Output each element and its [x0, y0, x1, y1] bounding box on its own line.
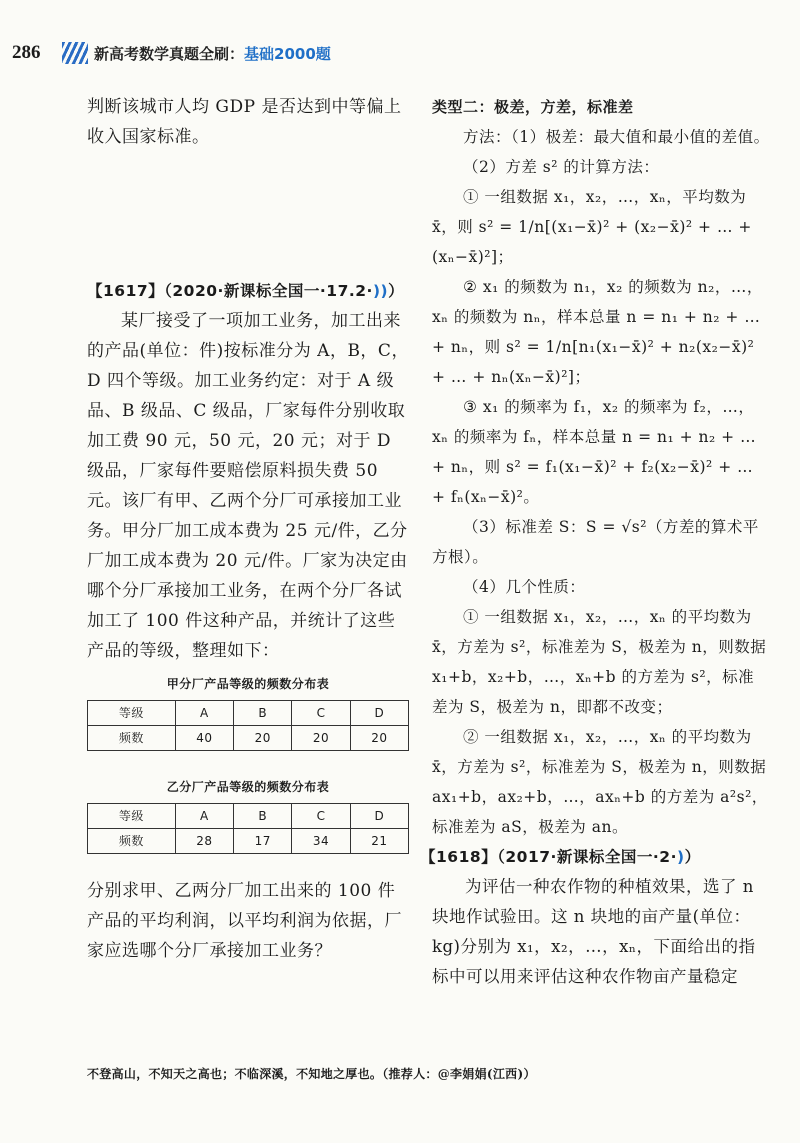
page-header: [12, 38, 331, 68]
table-row: 等级 A B C D: [88, 701, 409, 726]
footer-quote: 不登高山，不知天之高也；不临深溪，不知地之厚也。（推荐人：@李娟娟(江西)）: [87, 1067, 536, 1081]
freq-table-jia: [87, 700, 409, 751]
property-1: ① 一组数据 x₁，x₂，…，xₙ 的平均数为 x̄，方差为 s²，标准差为 S，极差为 n，则数据 x₁+b，x₂+b，…，xₙ+b 的方差为 s²，标准差为 S，极差为 n，即都不改变；: [432, 608, 767, 716]
book-stripe-logo: [62, 42, 88, 64]
problem-1618-body: 为评估一种农作物的种植效果，选了 n 块地作试验田。这 n 块地的亩产量(单位：kg)分别为 x₁，x₂，…，xₙ，下面给出的指标中可以用来评估这种农作物亩产量稳定: [432, 877, 756, 986]
difficulty-moons-icon: )): [372, 282, 389, 300]
problem-1617-question: 分别求甲、乙两分厂加工出来的 100 件产品的平均利润，以平均利润为依据，厂家应选哪个分厂承接加工业务？: [87, 881, 402, 961]
method-std-dev: （3）标准差 S：S = √s²（方差的算术平方根）。: [432, 518, 759, 566]
variance-formula-1: ① 一组数据 x₁，x₂，…，xₙ，平均数为 x̄，则 s² = 1/n[(x₁−x̄)² + (x₂−x̄)² + … + (xₙ−x̄)²]；: [432, 188, 752, 266]
intro-text: 判断该城市人均 GDP 是否达到中等偏上收入国家标准。: [87, 97, 402, 147]
section-title: 类型二：极差，方差，标准差: [432, 98, 634, 116]
difficulty-moon-icon: ): [676, 848, 685, 866]
right-column: [420, 92, 770, 992]
table-row: 频数 40 20 20 20: [88, 726, 409, 751]
variance-formula-2: ② x₁ 的频数为 n₁，x₂ 的频数为 n₂，…，xₙ 的频数为 nₙ，样本总量 n = n₁ + n₂ + … + nₙ，则 s² = 1/n[n₁(x₁−x̄)² + n₂(x₂−x̄)² + … + nₙ(xₙ−x̄)²]；: [432, 278, 763, 386]
property-2: ② 一组数据 x₁，x₂，…，xₙ 的平均数为 x̄，方差为 s²，标准差为 S，极差为 n，则数据 ax₁+b，ax₂+b，…，axₙ+b 的方差为 a²s²，标准差为 aS，极差为 an。: [432, 728, 768, 836]
page-number: 286: [12, 42, 41, 63]
problem-1617-body: 某厂接受了一项加工业务，加工出来的产品(单位：件)按标准分为 A，B，C，D 四个等级。加工业务约定：对于 A 级品、B 级品、C 级品，厂家每件分别收取加工费 90 元，50 元，20 元；对于 D 级品，厂家每件要赔偿原料损失费 50 元。该厂有甲、乙两个分厂可承接加工业务。甲分厂加工成本费为 25 元/件，乙分厂加工成本费为 20 元/件。厂家为决定由哪个分厂承接加工业务，在两个分厂各试加工了 100 件这种产品，并统计了这些产品的等级，整理如下：: [87, 311, 409, 661]
table-row: 等级 A B C D: [88, 804, 409, 829]
freq-table-yi: [87, 803, 409, 854]
method-range: 方法：（1）极差：最大值和最小值的差值。: [463, 128, 770, 146]
variance-formula-3: ③ x₁ 的频率为 f₁，x₂ 的频率为 f₂，…，xₙ 的频率为 fₙ，样本总量 n = n₁ + n₂ + … + nₙ，则 s² = f₁(x₁−x̄)² + f₂(x₂−x̄)² + … + fₙ(xₙ−x̄)²。: [432, 398, 757, 506]
table-row: 频数 28 17 34 21: [88, 829, 409, 854]
problem-1617-label: 【1617】（2020·新课标全国一·17.2·))）: [87, 282, 405, 300]
book-title: 新高考数学真题全刷：基础2000题: [94, 44, 331, 63]
left-column: [87, 92, 409, 966]
table1-title: 甲分厂产品等级的频数分布表: [166, 677, 330, 691]
method-variance: （2）方差 s² 的计算方法：: [463, 158, 660, 176]
method-properties: （4）几个性质：: [463, 578, 586, 596]
problem-1618-label: 【1618】（2017·新课标全国一·2·)）: [420, 848, 701, 866]
table2-title: 乙分厂产品等级的频数分布表: [166, 780, 330, 794]
